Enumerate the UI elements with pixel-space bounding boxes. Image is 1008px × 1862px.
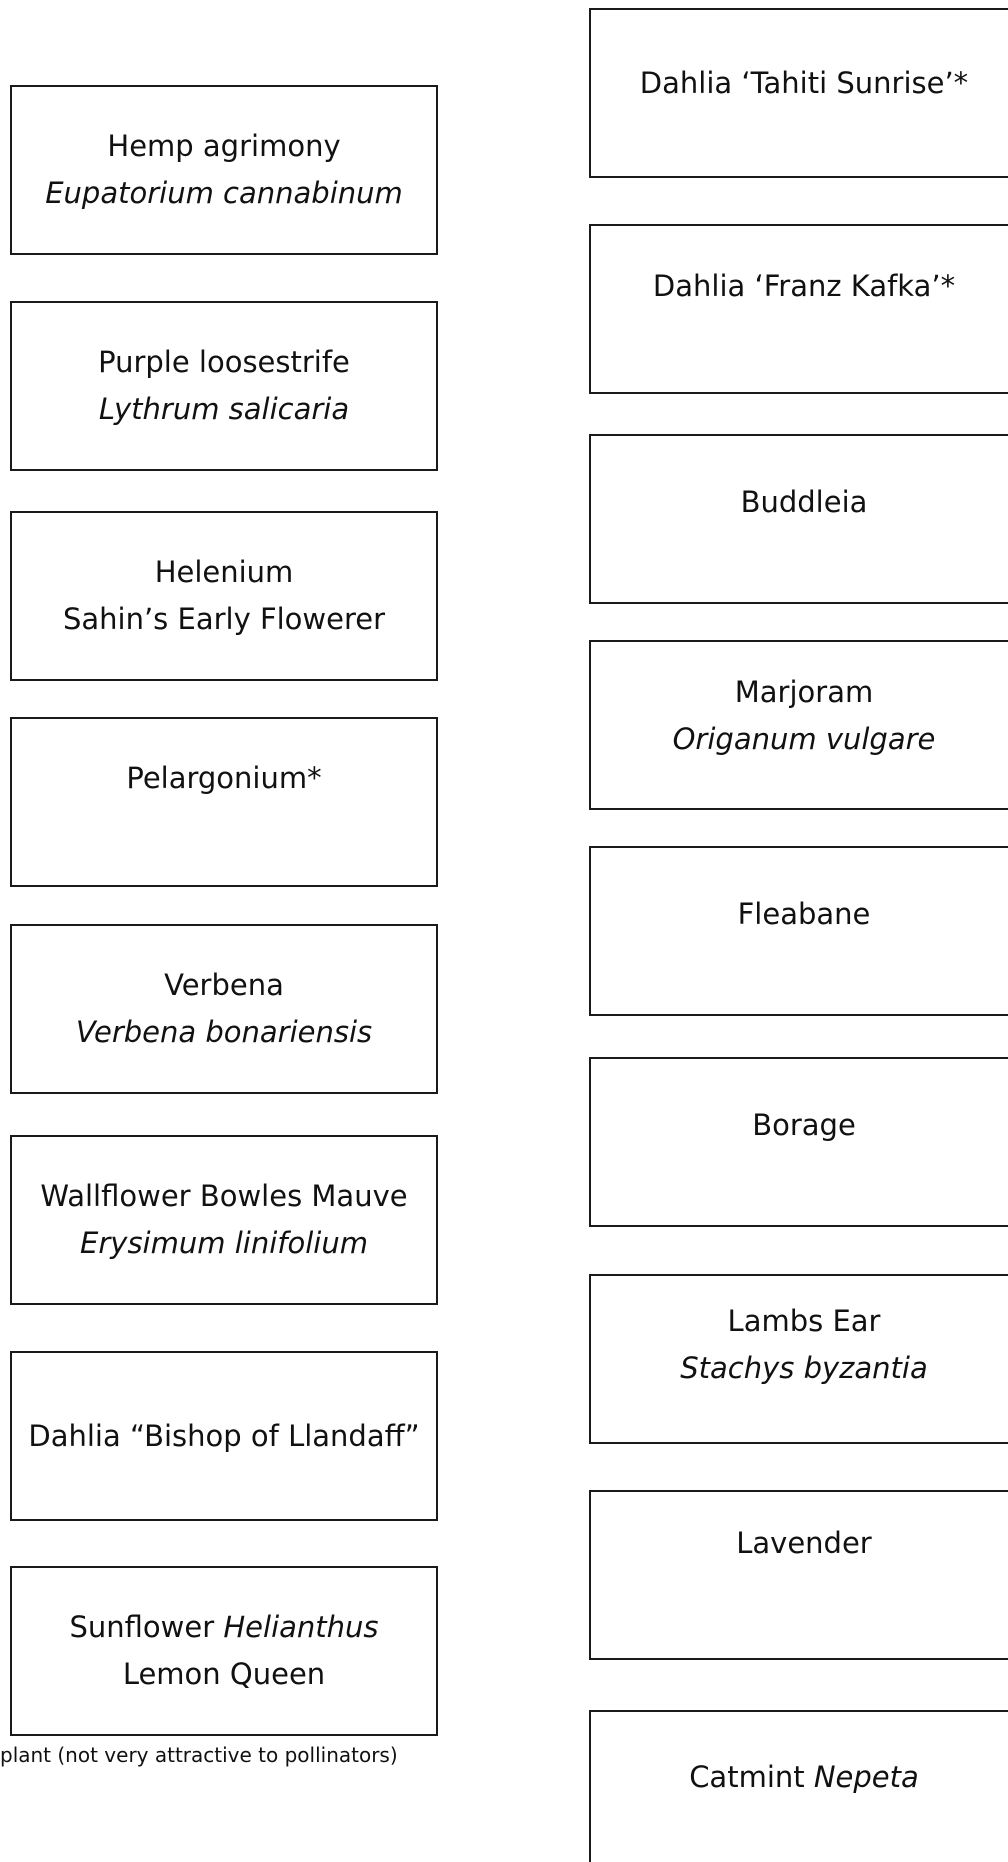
variety-name: Sahin’s Early Flowerer	[62, 602, 386, 636]
label-dahlia-franz-kafka	[589, 224, 1008, 394]
common-name: Dahlia ‘Tahiti Sunrise’*	[639, 66, 969, 100]
common-name: Wallflower Bowles Mauve	[40, 1179, 408, 1213]
common-name: Lavender	[736, 1526, 872, 1560]
common-name: Purple loosestrife	[98, 345, 350, 379]
label-marjoram	[589, 640, 1008, 810]
common-name: Lambs Ear	[727, 1304, 881, 1338]
label-buddleia	[589, 434, 1008, 604]
common-name: Fleabane	[737, 897, 871, 931]
label-dahlia-bishop	[10, 1351, 438, 1521]
latin-name: Origanum vulgare	[672, 722, 936, 756]
latin-name: Helianthus	[223, 1610, 379, 1644]
common-name: Catmint	[689, 1760, 814, 1794]
common-name: Dahlia “Bishop of Llandaff”	[28, 1418, 420, 1453]
latin-name: Eupatorium cannabinum	[45, 176, 403, 210]
label-lavender	[589, 1490, 1008, 1660]
label-verbena	[10, 924, 438, 1094]
latin-name: Lythrum salicaria	[98, 392, 350, 426]
common-name: Helenium	[154, 555, 294, 589]
common-name: Hemp agrimony	[107, 129, 341, 163]
common-name: Pelargonium*	[126, 761, 322, 795]
footnote: plant (not very attractive to pollinators)	[0, 1743, 398, 1767]
latin-name: Erysimum linifolium	[80, 1226, 368, 1260]
label-catmint	[589, 1710, 1008, 1862]
label-helenium	[10, 511, 438, 681]
variety-name: Lemon Queen	[122, 1657, 326, 1691]
label-pelargonium	[10, 717, 438, 887]
common-name: Borage	[752, 1108, 856, 1142]
label-dahlia-tahiti-sunrise	[589, 8, 1008, 178]
label-purple-loosestrife	[10, 301, 438, 471]
label-lambs-ear	[589, 1274, 1008, 1444]
latin-name: Nepeta	[813, 1760, 919, 1794]
label-fleabane	[589, 846, 1008, 1016]
label-borage	[589, 1057, 1008, 1227]
label-sunflower	[10, 1566, 438, 1736]
common-name: Verbena	[164, 968, 284, 1002]
label-wallflower	[10, 1135, 438, 1305]
common-name: Buddleia	[740, 485, 868, 519]
latin-name: Verbena bonariensis	[75, 1015, 373, 1049]
common-name: Marjoram	[734, 675, 874, 709]
common-name: Dahlia ‘Franz Kafka’*	[652, 269, 956, 303]
label-hemp-agrimony	[10, 85, 438, 255]
latin-name: Stachys byzantia	[680, 1351, 928, 1385]
common-and-latin-name	[689, 1754, 919, 1801]
common-and-latin-name	[69, 1604, 378, 1651]
common-name: Sunflower	[69, 1610, 224, 1644]
